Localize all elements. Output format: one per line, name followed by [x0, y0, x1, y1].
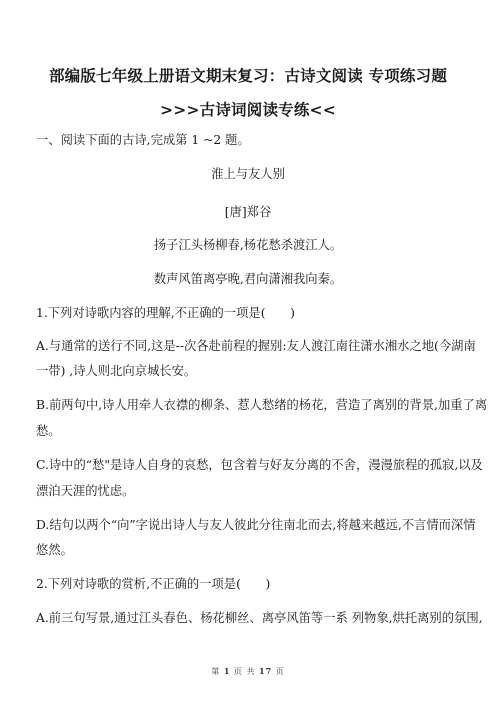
question-1-option-d-line-2: 悠然。	[36, 543, 73, 557]
document-title: 部编版七年级上册语文期末复习：古诗文阅读 专项练习题	[48, 67, 448, 85]
section-intro: 一、阅读下面的古诗,完成第 1 ~2 题。	[36, 133, 250, 147]
poem-title: 淮上与友人别	[211, 167, 285, 181]
question-1-option-d-line-1: D.结句以两个“向”字说出诗人与友人彼此分往南北而去,将越来越远,不言情而深情	[36, 518, 476, 532]
question-1-option-a-line-2: 一带) ,诗人则北向京城长安。	[36, 364, 197, 378]
question-2-stem: 2.下列对诗歌的赏析,不正确的一项是( )	[36, 577, 271, 591]
page-footer	[0, 666, 496, 677]
document-subtitle: >>>古诗词阅读专练<<	[160, 101, 336, 119]
question-1-option-b-line-1: B.前两句中,诗人用牵人衣襟的柳条、惹人愁绪的杨花，营造了离别的背景,加重了离	[36, 398, 488, 412]
poem-author: [唐]郑谷	[224, 205, 272, 219]
question-1-option-b-line-2: 愁。	[36, 424, 61, 438]
question-1-stem: 1.下列对诗歌内容的理解,不正确的一项是( )	[36, 306, 295, 320]
poem-line-2: 数声风笛离亭晚,君向潇湘我向秦。	[153, 272, 343, 286]
footer-current-page: 1	[223, 666, 231, 676]
question-1-option-c-line-1: C.诗中的“愁"是诗人自身的哀愁，包含着与好友分离的不舍，漫漫旅程的孤寂,以及	[36, 458, 483, 472]
footer-total-pages: 17	[259, 666, 273, 676]
footer-middle: 页 共	[230, 667, 260, 676]
question-2-option-a-line-1: A.前三句写景,通过江头春色、杨花柳丝、离亭风笛等一系 列物象,烘托离别的氛围,	[36, 611, 483, 625]
footer-prefix: 第	[211, 667, 224, 676]
question-1-option-c-line-2: 漂泊天涯的忧虑。	[36, 484, 135, 498]
question-1-option-a-line-1: A.与通常的送行不同,这是--次各赴前程的握别:友人渡江南往潇水湘水之地(今湖南	[36, 339, 476, 353]
poem-line-1: 扬子江头杨柳春,杨花愁杀渡江人。	[153, 238, 343, 252]
footer-suffix: 页	[272, 667, 285, 676]
